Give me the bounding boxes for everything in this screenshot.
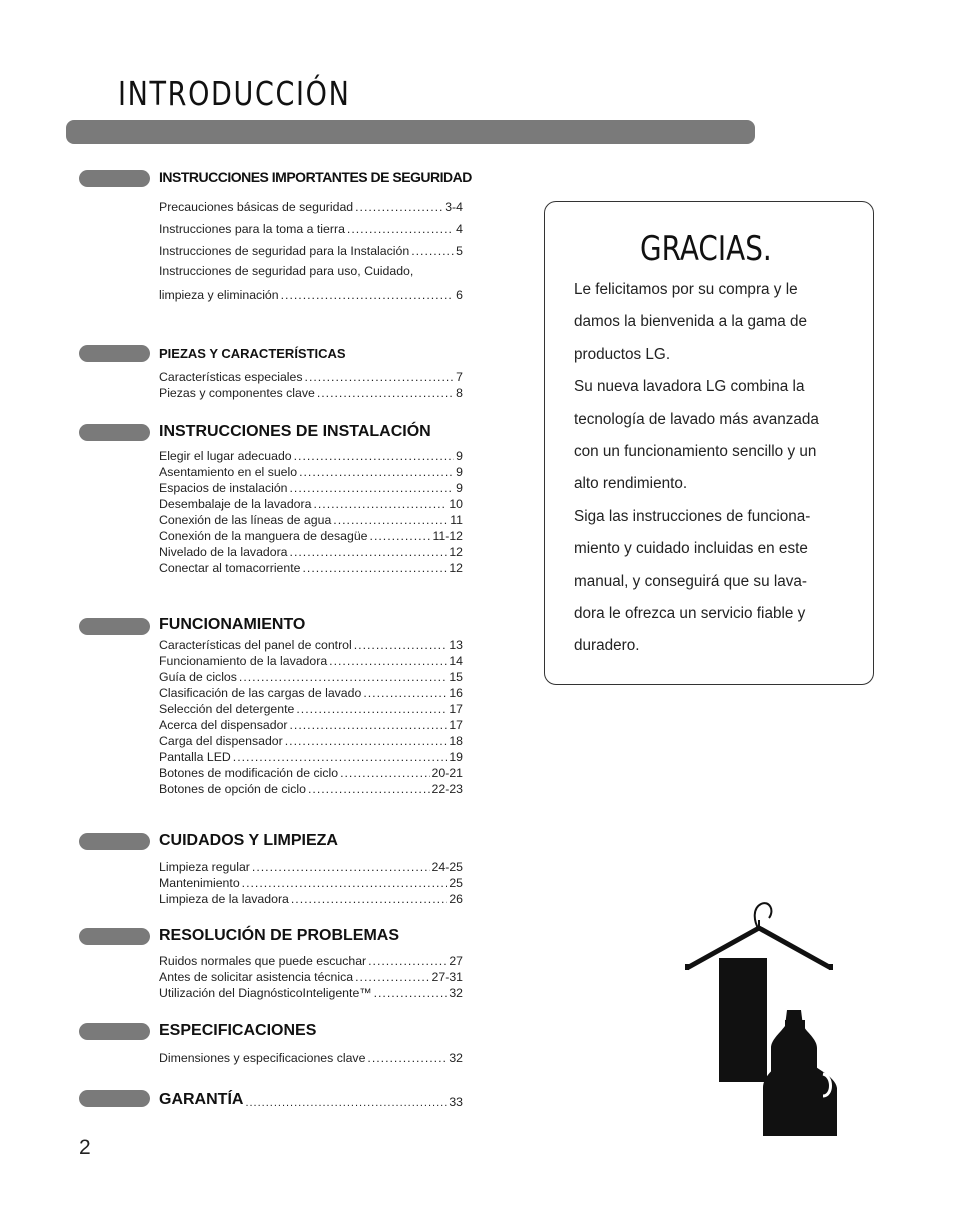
toc-entry[interactable]: Conexión de la manguera de desagüe ..... 11-12 (159, 527, 463, 543)
toc-entry[interactable]: Asentamiento en el suelo ..... 9 (159, 463, 463, 479)
toc-section-title: GARANTÍA (159, 1091, 244, 1108)
section-marker (79, 928, 150, 945)
toc-entry[interactable]: Conexión de las líneas de agua ..... 11 (159, 511, 463, 527)
thanks-title: GRACIAS. (640, 229, 772, 269)
toc-entry[interactable]: Características especiales ..... 7 (159, 368, 463, 384)
page-title: INTRODUCCIÓN (118, 74, 351, 113)
toc-entry[interactable]: Acerca del dispensador ..... 17 (159, 716, 463, 732)
section-marker (79, 1090, 150, 1107)
section-marker (79, 833, 150, 850)
thanks-text: Le felicitamos por su compra y le damos la bienvenida a la gama de productos LG. Su nueva lavadora LG combina la tecnología de lavado más avanzada con un funcionamiento sencillo y un alto rendimiento. Siga las instrucciones de funciona- miento y cuidado incluidas en este manual, y conseguirá que su lava- dora le ofrezca un servicio fiable y duradero. (574, 281, 819, 655)
toc-entry[interactable]: Mantenimiento ..... 25 (159, 874, 463, 890)
laundry-illustration-icon (683, 898, 843, 1138)
toc-entry[interactable]: Clasificación de las cargas de lavado ..... 16 (159, 684, 463, 700)
toc-section-title[interactable]: FUNCIONAMIENTO (159, 616, 306, 633)
toc-entry[interactable]: Botones de opción de ciclo ..... 22-23 (159, 780, 463, 796)
toc-entry[interactable]: Utilización del DiagnósticoInteligente™ ..... 32 (159, 984, 463, 1000)
toc-entries (159, 1049, 463, 1065)
toc-entry[interactable]: Espacios de instalación ..... 9 (159, 479, 463, 495)
toc-entry[interactable]: Limpieza de la lavadora ..... 26 (159, 890, 463, 906)
section-marker (79, 618, 150, 635)
toc-entry[interactable]: Carga del dispensador ..... 18 (159, 732, 463, 748)
toc-entry[interactable]: Conectar al tomacorriente ..... 12 (159, 559, 463, 575)
toc-entry[interactable]: Piezas y componentes clave ..... 8 (159, 384, 463, 400)
toc-entries (159, 636, 463, 796)
toc-section-title[interactable]: PIEZAS Y CARACTERÍSTICAS (159, 346, 346, 361)
toc-entry[interactable]: Instrucciones de seguridad para la Instalación ..... 5 (159, 236, 463, 258)
toc-entry[interactable]: Elegir el lugar adecuado ..... 9 (159, 447, 463, 463)
section-marker (79, 170, 150, 187)
header-bar (66, 120, 755, 144)
page-number: 2 (79, 1136, 91, 1159)
toc-section-title[interactable]: CUIDADOS Y LIMPIEZA (159, 832, 338, 849)
toc-section-title[interactable]: INSTRUCCIONES IMPORTANTES DE SEGURIDAD (159, 169, 472, 185)
toc-entry[interactable]: Pantalla LED ..... 19 (159, 748, 463, 764)
section-marker (79, 345, 150, 362)
toc-entry[interactable]: Guía de ciclos ..... 15 (159, 668, 463, 684)
toc-entry[interactable]: Dimensiones y especificaciones clave ..... 32 (159, 1049, 463, 1065)
toc-entry[interactable]: Desembalaje de la lavadora ..... 10 (159, 495, 463, 511)
toc-entries (159, 858, 463, 906)
toc-entries (159, 192, 463, 302)
toc-entries (159, 368, 463, 400)
toc-entry[interactable]: Instrucciones para la toma a tierra ..... 4 (159, 214, 463, 236)
toc-entry[interactable]: Características del panel de control ..... 13 (159, 636, 463, 652)
toc-entry[interactable]: Limpieza regular ..... 24-25 (159, 858, 463, 874)
toc-entry[interactable]: Ruidos normales que puede escuchar ..... 27 (159, 952, 463, 968)
toc-section-title[interactable]: RESOLUCIÓN DE PROBLEMAS (159, 927, 400, 944)
toc-entry[interactable]: Funcionamiento de la lavadora ..... 14 (159, 652, 463, 668)
section-marker (79, 424, 150, 441)
toc-entry[interactable]: Instrucciones de seguridad para uso, Cuidado, (159, 264, 414, 278)
toc-entry[interactable]: Precauciones básicas de seguridad ..... 3-4 (159, 192, 463, 214)
toc-entries (159, 1089, 463, 1109)
toc-entry[interactable]: Botones de modificación de ciclo ..... 20-21 (159, 764, 463, 780)
toc-entries (159, 447, 463, 575)
thanks-box (544, 201, 874, 685)
toc-section-title[interactable]: INSTRUCCIONES DE INSTALACIÓN (159, 423, 431, 440)
toc-entry[interactable]: limpieza y eliminación ..... 6 (159, 280, 463, 302)
toc-entry[interactable]: Nivelado de la lavadora ..... 12 (159, 543, 463, 559)
toc-entries (159, 952, 463, 1000)
toc-entry[interactable]: Selección del detergente ..... 17 (159, 700, 463, 716)
toc-entry[interactable]: GARANTÍA ..... 33 (159, 1089, 463, 1109)
section-marker (79, 1023, 150, 1040)
toc-entry[interactable]: Antes de solicitar asistencia técnica ..... 27-31 (159, 968, 463, 984)
toc-section-title[interactable]: ESPECIFICACIONES (159, 1022, 317, 1039)
